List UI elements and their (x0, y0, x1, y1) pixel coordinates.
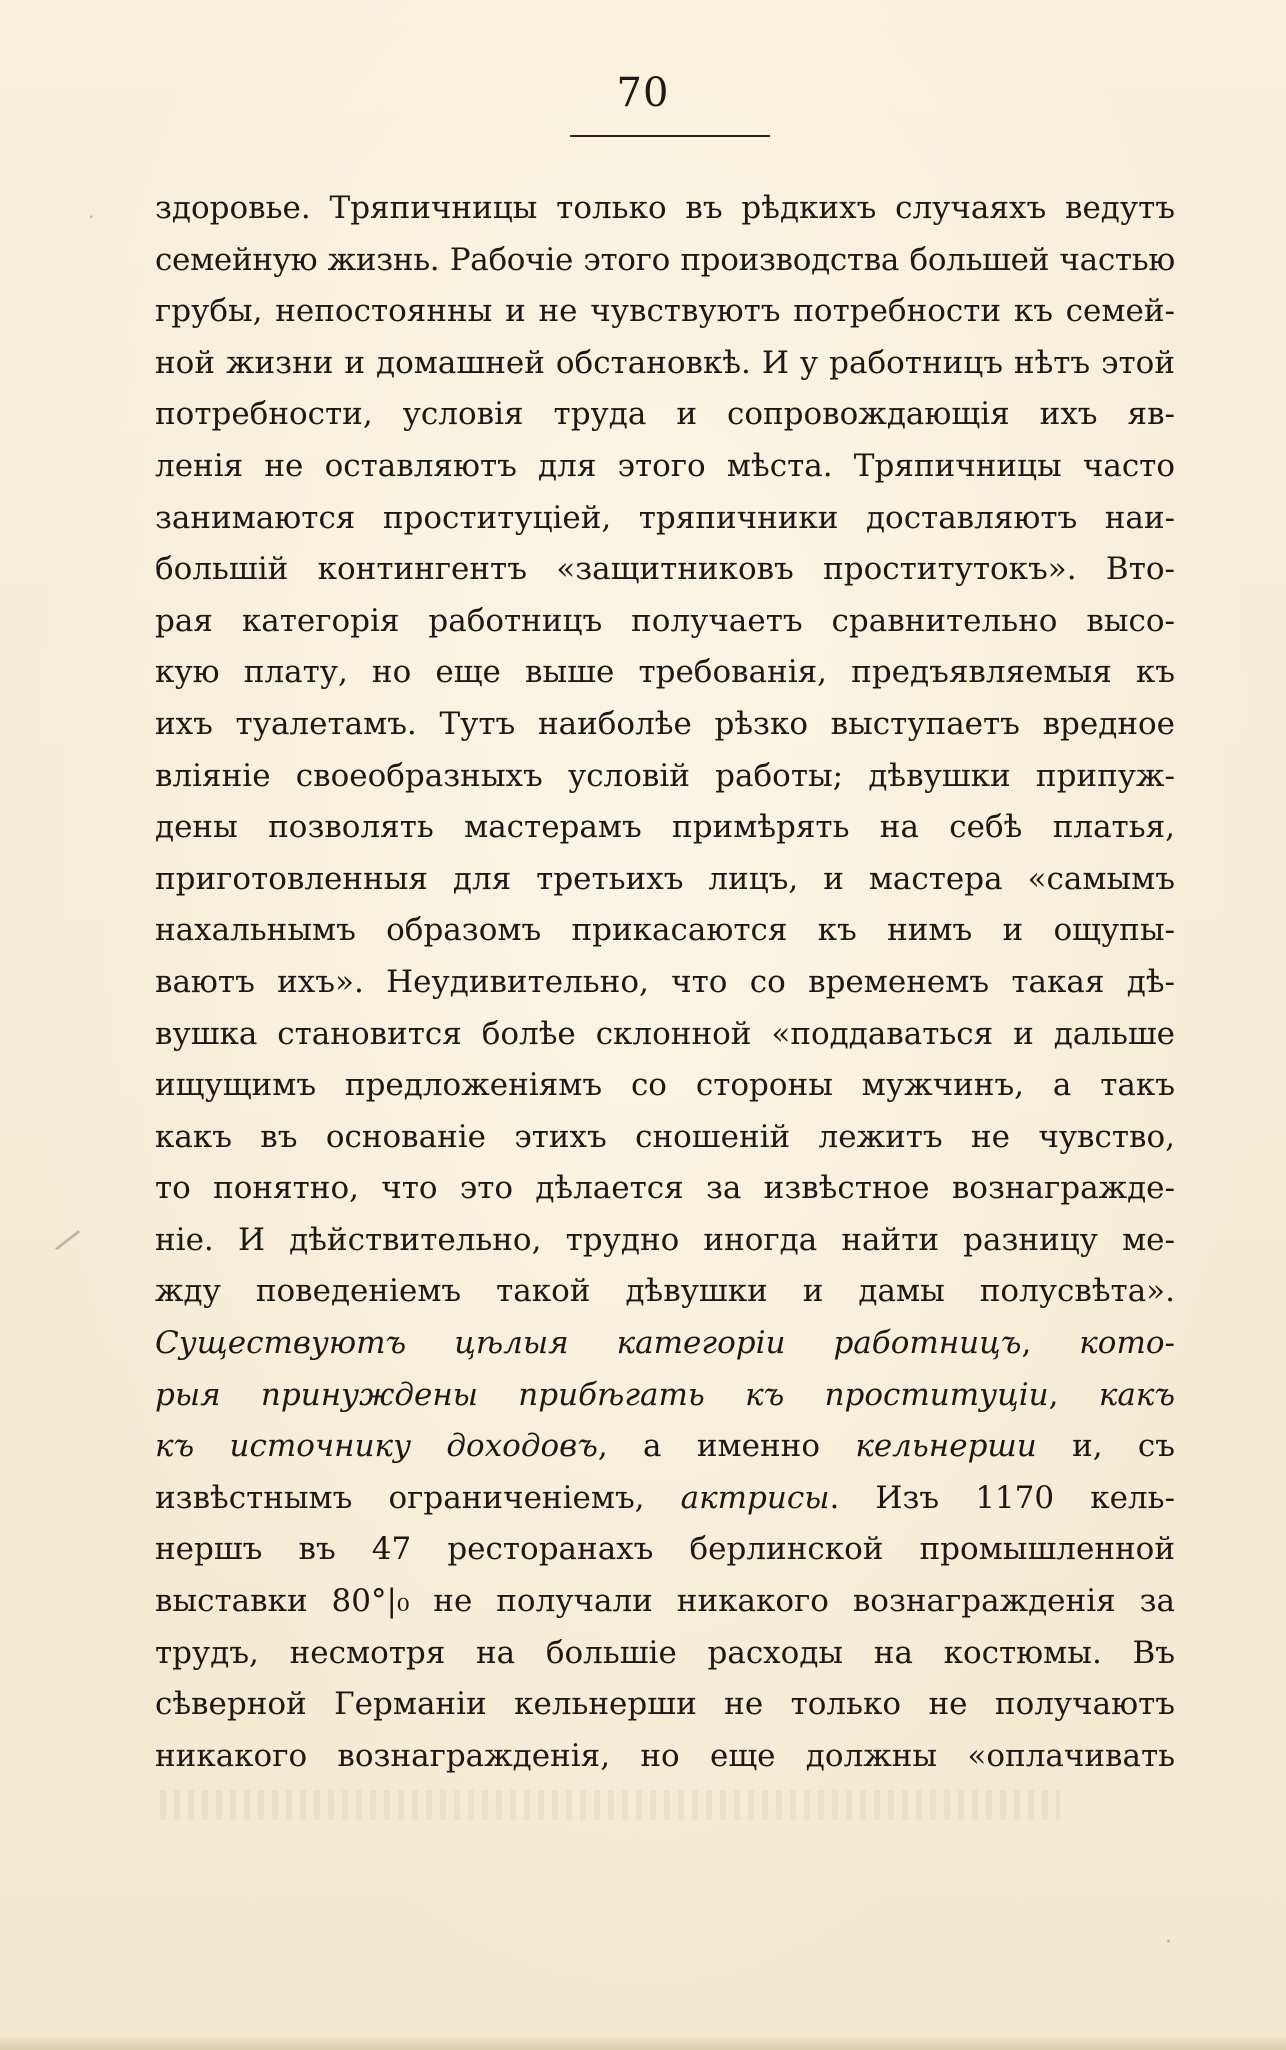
text-line (155, 751, 1175, 803)
text-line (155, 596, 1175, 648)
text-line (155, 1318, 1175, 1370)
text-line (155, 854, 1175, 906)
ink-bleed-through (160, 1790, 1060, 1820)
text-line (155, 235, 1175, 287)
text-line (155, 1473, 1175, 1525)
text-segment: то понятно, что это дѣлается за извѣстное вознагражде- (155, 1170, 1175, 1207)
text-line (155, 544, 1175, 596)
text-line (155, 957, 1175, 1009)
text-segment: , а именно (597, 1428, 856, 1465)
text-line (155, 802, 1175, 854)
text-segment: здоровье. Тряпичницы только въ рѣдкихъ случаяхъ ведутъ (155, 190, 1175, 226)
text-segment: никакого вознагражденія, но еще должны «оплачивать (155, 1737, 1175, 1774)
body-text (155, 183, 1175, 1782)
text-line (155, 1731, 1175, 1783)
text-line (155, 1524, 1175, 1576)
text-segment: потребности, условія труда и сопровождающія ихъ яв- (155, 396, 1175, 433)
margin-speck: · (88, 205, 95, 229)
italic-text-segment: кельнерши (855, 1428, 1037, 1465)
text-segment: ваютъ ихъ». Неудивительно, что со временемъ такая дѣ- (155, 963, 1175, 1000)
italic-text-segment: какъ (1098, 1376, 1175, 1413)
text-segment: вушка становится болѣе склонной «поддаваться и дальше (155, 1015, 1175, 1052)
text-line (155, 286, 1175, 338)
text-line (155, 699, 1175, 751)
text-segment: ленія не оставляютъ для этого мѣста. Тряпичницы часто (155, 447, 1175, 484)
text-segment: большій контингентъ «защитниковъ проститутокъ». Вто- (155, 551, 1175, 588)
text-segment: приготовленныя для третьихъ лицъ, и мастера «самымъ (155, 860, 1175, 897)
text-line (155, 1112, 1175, 1164)
text-segment: рая категорія работницъ получаетъ сравнительно высо- (155, 602, 1175, 639)
text-segment: дены позволять мастерамъ примѣрять на себѣ платья, (155, 809, 1175, 846)
text-segment: жду поведеніемъ такой дѣвушки и дамы полусвѣта». (155, 1273, 1175, 1310)
text-line (155, 493, 1175, 545)
italic-text-segment: рыя принуждены прибѣгать къ проституціи (155, 1376, 1049, 1413)
text-segment: ніе. И дѣйствительно, трудно иногда найти разницу ме- (155, 1221, 1175, 1258)
text-segment: трудъ, несмотря на большіе расходы на костюмы. Въ (155, 1634, 1175, 1671)
text-line (155, 1370, 1175, 1422)
text-segment: ищущимъ предложеніямъ со стороны мужчинъ, а такъ (155, 1067, 1175, 1104)
text-segment: , (1021, 1325, 1080, 1362)
text-segment: нахальнымъ образомъ прикасаются къ нимъ и ощупы- (155, 912, 1175, 949)
text-line (155, 1628, 1175, 1680)
text-line (155, 1421, 1175, 1473)
margin-speck: · (1165, 1930, 1172, 1955)
text-segment: и, съ (1036, 1428, 1175, 1465)
page-number: 70 (616, 70, 670, 116)
text-line (155, 1163, 1175, 1215)
text-segment: кую плату, но еще выше требованія, предъявляемыя къ (155, 654, 1175, 691)
text-segment: семейную жизнь. Рабочіе этого производства большей частью (155, 241, 1175, 278)
italic-text-segment: актрисы (680, 1479, 830, 1516)
text-segment: выставки 80°|₀ не получали никакого вознагражденія за (155, 1583, 1175, 1620)
text-line (155, 1009, 1175, 1061)
text-segment: , (1048, 1376, 1099, 1413)
text-segment: сѣверной Германіи кельнерши не только не получаютъ (155, 1686, 1175, 1723)
page-bottom-edge (0, 2035, 1286, 2050)
text-line (155, 647, 1175, 699)
text-segment: занимаются проституціей, тряпичники доставляютъ наи- (155, 499, 1175, 536)
text-segment: ихъ туалетамъ. Тутъ наиболѣе рѣзко выступаетъ вредное (155, 705, 1175, 742)
text-segment: . Изъ 1170 кель- (829, 1479, 1175, 1516)
text-segment: вліяніе своеобразныхъ условій работы; дѣвушки припуж- (155, 757, 1175, 794)
text-segment: нершъ въ 47 ресторанахъ берлинской промышленной (155, 1531, 1175, 1568)
margin-pencil-mark: / (51, 1220, 84, 1260)
text-line (155, 441, 1175, 493)
text-line (155, 1576, 1175, 1628)
text-segment: какъ въ основаніе этихъ сношеній лежитъ не чувство, (155, 1118, 1175, 1155)
text-line (155, 183, 1175, 235)
text-line (155, 1060, 1175, 1112)
text-line (155, 1266, 1175, 1318)
italic-text-segment: къ источнику доходовъ (155, 1428, 598, 1465)
text-segment: ной жизни и домашней обстановкѣ. И у работницъ нѣтъ этой (155, 344, 1175, 381)
italic-text-segment: кото- (1079, 1325, 1175, 1362)
italic-text-segment: Существуютъ цѣлыя категоріи работницъ (155, 1325, 1022, 1362)
text-line (155, 338, 1175, 390)
text-segment: грубы, непостоянны и не чувствуютъ потребности къ семей- (155, 293, 1175, 330)
text-segment: извѣстнымъ ограниченіемъ, (155, 1479, 681, 1516)
text-line (155, 1215, 1175, 1267)
text-line (155, 905, 1175, 957)
text-line (155, 1679, 1175, 1731)
page-number-rule (570, 135, 770, 137)
text-line (155, 389, 1175, 441)
